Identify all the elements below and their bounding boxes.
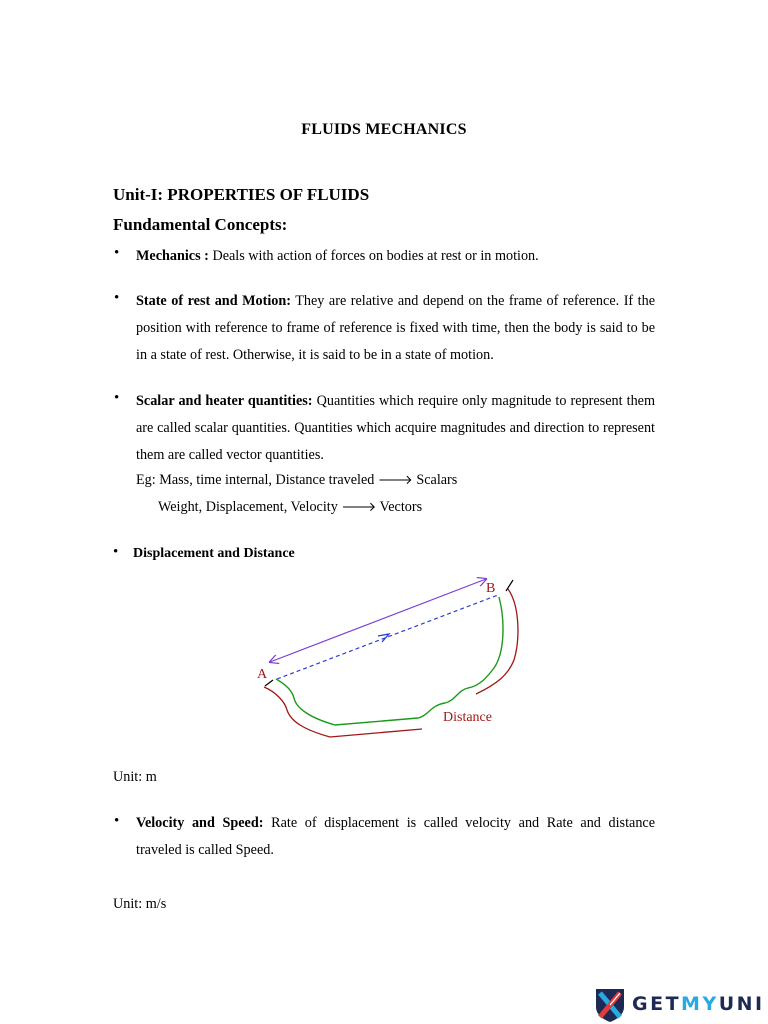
logo-text	[632, 993, 765, 1015]
bullet-mechanics	[136, 243, 655, 270]
getmyuni-logo	[594, 986, 768, 1024]
bullet-term: Scalar and heater quantities:	[136, 393, 313, 409]
logo-text-part: GET	[632, 993, 682, 1015]
logo-text-part: UNI	[718, 993, 765, 1015]
bullet-dot: •	[114, 813, 120, 829]
tick-mark	[506, 580, 513, 591]
bullet-displacement-distance: Displacement and Distance	[133, 546, 295, 561]
label-distance: Distance	[443, 710, 492, 725]
bullet-state-of-rest	[136, 288, 655, 369]
unit-heading: Unit-I: PROPERTIES OF FLUIDS	[113, 185, 370, 204]
bullet-text: They are relative and depend on the frame of reference. If the position with reference to frame of reference is fixed with time, then the body is said to be in a state of rest. Otherwise, it is said to be in a state of motion.	[136, 293, 656, 363]
displacement-arrow	[270, 579, 486, 662]
example-text: Weight, Displacement, Velocity	[158, 499, 342, 515]
bullet-dot: •	[114, 245, 120, 261]
unit-m: Unit: m	[113, 769, 157, 785]
bullet-term: Mechanics :	[136, 248, 209, 264]
bullet-text: Rate of displacement is called velocity and Rate and distance traveled is called Speed.	[136, 815, 656, 858]
bullet-velocity-speed	[136, 810, 655, 864]
distance-outline	[476, 589, 518, 694]
arrow-icon: 🡒	[341, 500, 377, 515]
example-text: Scalars	[412, 472, 458, 488]
section-heading: Fundamental Concepts:	[113, 215, 288, 234]
bullet-term: Velocity and Speed:	[136, 815, 264, 831]
displacement-distance-diagram	[250, 572, 540, 744]
example-text: Vectors	[376, 499, 423, 515]
bullet-text: Deals with action of forces on bodies at rest or in motion.	[208, 248, 539, 264]
bullet-text: Quantities which require only magnitude to represent them are called scalar quantities. Quantities which acquire magnitudes and direction to represent them are called vector quantities.	[136, 393, 656, 463]
logo-shield-icon	[594, 987, 626, 1023]
example-text: Eg: Mass, time internal, Distance traveled	[136, 472, 378, 488]
bullet-dot: •	[114, 290, 120, 306]
bullet-term: State of rest and Motion:	[136, 293, 291, 309]
distance-outline	[264, 687, 422, 737]
bullet-dot: •	[113, 544, 119, 560]
unit-ms: Unit: m/s	[113, 896, 167, 912]
dashed-displacement-line	[277, 595, 498, 679]
label-a: A	[257, 667, 268, 682]
logo-text-part: MY	[681, 993, 719, 1015]
example-vectors	[158, 499, 422, 516]
bullet-dot: •	[114, 390, 120, 406]
bullet-scalar-vector	[136, 388, 655, 469]
page-title: FLUIDS MECHANICS	[301, 121, 467, 138]
label-b: B	[486, 581, 496, 596]
arrow-icon: 🡒	[377, 473, 413, 488]
example-scalars	[136, 472, 457, 489]
